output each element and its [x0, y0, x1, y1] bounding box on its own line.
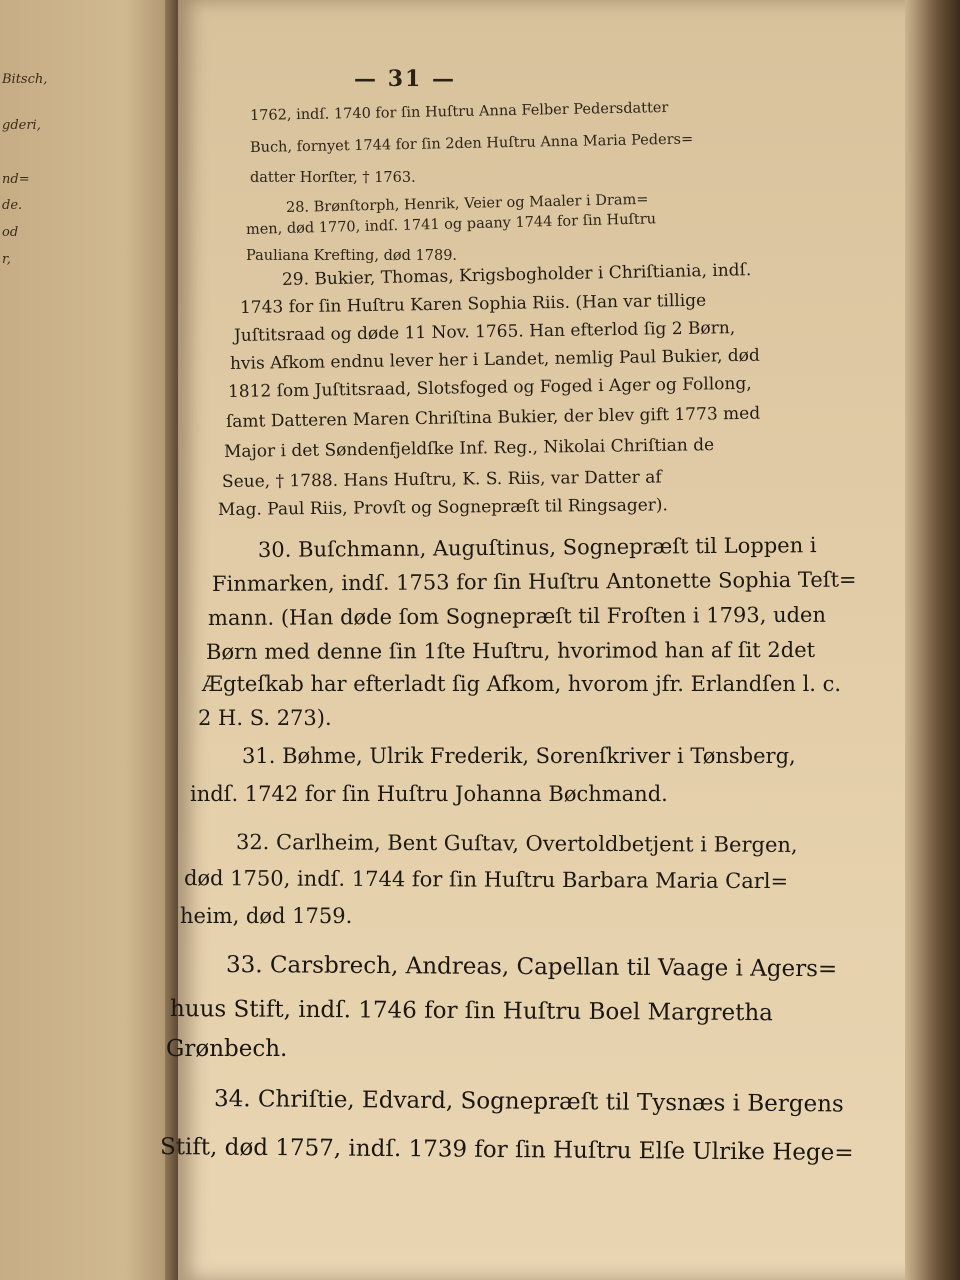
- entry-line: 2 H. S. 273).: [198, 706, 332, 730]
- entry-line: 1762, indſ. 1740 for ſin Huſtru Anna Felber Pedersdatter: [249, 99, 669, 124]
- entry-line: Buch, fornyet 1744 for ſin 2den Huſtru Anna Maria Peders=: [249, 131, 694, 156]
- entry-line: heim, død 1759.: [180, 904, 353, 928]
- entry-line: Stift, død 1757, indſ. 1739 for ſin Huſtru Elſe Ulrike Hege=: [159, 1134, 854, 1167]
- entry-line: 34. Chriſtie, Edvard, Sognepræſt til Tysnæs i Bergens: [213, 1086, 844, 1118]
- entry-line: Finmarken, indſ. 1753 for ſin Huſtru Antonette Sophia Teſt=: [211, 567, 857, 596]
- left-page-fragment: nd=: [2, 172, 30, 187]
- entry-line: 1743 for ſin Huſtru Karen Sophia Riis. (Han var tillige: [239, 290, 707, 318]
- left-page: [0, 0, 178, 1280]
- entry-line: indſ. 1742 for ſin Huſtru Johanna Bøchmand.: [190, 782, 668, 806]
- entry-line: Major i det Søndenfjeldſke Inf. Reg., Nikolai Chriſtian de: [223, 435, 715, 462]
- entry-line: Ægteſkab har efterladt ſig Afkom, hvorom jfr. Erlandſen l. c.: [202, 672, 842, 696]
- entry-line: Mag. Paul Riis, Provſt og Sognepræſt til Ringsager).: [217, 495, 669, 520]
- entry-line: Pauliana Krefting, død 1789.: [246, 248, 458, 264]
- left-page-fragment: gderi,: [2, 118, 41, 133]
- entry-line: hvis Afkom endnu lever her i Landet, nemlig Paul Bukier, død: [229, 345, 760, 374]
- left-page-fragment: Bitsch,: [2, 72, 48, 87]
- left-page-fragment: de.: [2, 198, 23, 213]
- entry-line: Seue, † 1788. Hans Huſtru, K. S. Riis, var Datter af: [221, 467, 662, 492]
- entry-line: 33. Carsbrech, Andreas, Capellan til Vaage i Agers=: [225, 952, 838, 983]
- entry-line: 28. Brønſtorph, Henrik, Veier og Maaler i Dram=: [285, 191, 649, 216]
- entry-line: huus Stift, indſ. 1746 for ſin Huſtru Boel Margretha: [169, 996, 774, 1027]
- page-number: — 31 —: [354, 66, 456, 92]
- entry-line: mann. (Han døde ſom Sognepræſt til Froſten i 1793, uden: [207, 602, 827, 630]
- entry-line: datter Horſter, † 1763.: [250, 170, 416, 186]
- left-page-fragment: r,: [2, 252, 11, 267]
- left-page-fragment: od: [2, 225, 19, 240]
- entry-line: 32. Carlheim, Bent Guſtav, Overtoldbetjent i Bergen,: [235, 830, 798, 857]
- entry-line: men, død 1770, indſ. 1741 og paany 1744 for ſin Huſtru: [245, 211, 657, 238]
- page-edge: [905, 0, 960, 1280]
- entry-line: 29. Bukier, Thomas, Krigsbogholder i Chriſtiania, indſ.: [281, 260, 752, 290]
- entry-line: 1812 ſom Juſtitsraad, Slotsfoged og Foged i Ager og Follong,: [227, 373, 752, 402]
- entry-line: 31. Bøhme, Ulrik Frederik, Sorenſkriver i Tønsberg,: [242, 744, 796, 768]
- entry-line: Juſtitsraad og døde 11 Nov. 1765. Han efterlod ſig 2 Børn,: [233, 318, 736, 346]
- entry-line: død 1750, indſ. 1744 for ſin Huſtru Barbara Maria Carl=: [183, 866, 789, 894]
- entry-line: Grønbech.: [166, 1036, 288, 1062]
- entry-line: 30. Buſchmann, Auguſtinus, Sognepræſt til Loppen i: [257, 533, 817, 562]
- entry-line: ſamt Datteren Maren Chriſtina Bukier, der blev gift 1773 med: [225, 403, 761, 432]
- entry-line: Børn med denne ſin 1ſte Huſtru, hvorimod han af ſit 2det: [205, 637, 816, 664]
